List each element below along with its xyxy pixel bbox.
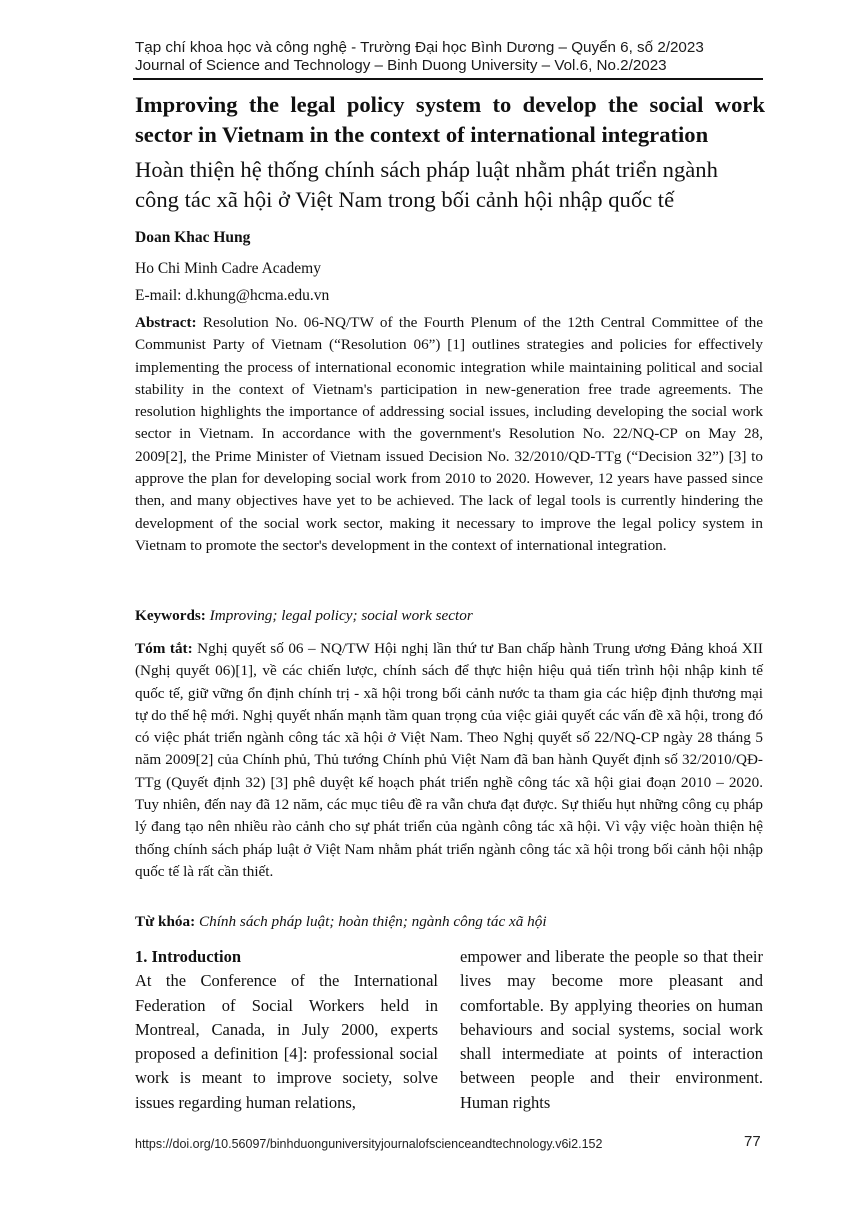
abstract-vi-label: Tóm tắt: <box>135 640 193 657</box>
keywords-vi-label: Từ khóa: <box>135 913 196 930</box>
email-address[interactable]: d.khung@hcma.edu.vn <box>185 287 330 304</box>
journal-header-vi: Tạp chí khoa học và công nghệ - Trường Đại học Bình Dương – Quyển 6, số 2/2023 <box>135 39 704 56</box>
email-label: E-mail: <box>135 287 182 304</box>
author-email-line <box>135 286 329 306</box>
abstract-vi <box>135 638 763 883</box>
abstract-text: Resolution No. 06-NQ/TW of the Fourth Plenum of the 12th Central Committee of the Communist Party of Vietnam (“Resolution 06”) [1] outlines strategies and policies for effectively implementing the process of international economic integration while maintaining political and social stability in the context of Vietnam's participation in new-generation free trade agreements. The resolution highlights the importance of addressing social issues, including developing the social work sector in Vietnam. In accordance with the government's Resolution No. 22/NQ-CP on May 28, 2009[2], the Prime Minister of Vietnam issued Decision No. 32/2010/QD-TTg (“Decision 32”) [3] to approve the plan for developing social work from 2010 to 2020. However, 12 years have passed since then, and many objectives have yet to be achieved. The lack of legal tools is currently hindering the development of the social work sector, making it necessary to improve the legal policy system in Vietnam to promote the sector's development in the context of international integration. <box>135 314 763 554</box>
keywords-vi-text: Chính sách pháp luật; hoàn thiện; ngành công tác xã hội <box>198 913 547 930</box>
article-title-en: Improving the legal policy system to develop the social work sector in Vietnam in the context of international integration <box>135 92 765 147</box>
keywords-label: Keywords: <box>135 607 206 624</box>
journal-header-en: Journal of Science and Technology – Binh Duong University – Vol.6, No.2/2023 <box>135 57 667 74</box>
abstract <box>135 312 763 557</box>
body-column-right <box>460 945 763 1115</box>
page-number: 77 <box>744 1133 761 1150</box>
keywords-vi <box>135 911 763 933</box>
keywords <box>135 605 763 627</box>
keywords-text: Improving; legal policy; social work sector <box>209 607 473 624</box>
author-affiliation: Ho Chi Minh Cadre Academy <box>135 260 321 277</box>
abstract-label: Abstract: <box>135 314 197 331</box>
article-title-vi: Hoàn thiện hệ thống chính sách pháp luật nhằm phát triển ngành công tác xã hội ở Việt Nam trong bối cảnh hội nhập quốc tế <box>135 157 718 212</box>
header-rule <box>133 78 763 80</box>
author-name: Doan Khac Hung <box>135 229 251 246</box>
intro-paragraph-left: At the Conference of the International Federation of Social Workers held in Montreal, Canada, in July 2000, experts proposed a definition [4]: professional social work is meant to improve society, solve issues regarding human relations, <box>135 971 438 1112</box>
section-heading-introduction: 1. Introduction <box>135 947 242 966</box>
abstract-vi-text: Nghị quyết số 06 – NQ/TW Hội nghị lần thứ tư Ban chấp hành Trung ương Đảng khoá XII (Nghị quyết 06)[1], về các chiến lược, chính sách để thực hiện hiệu quả tiến trình hội nhập kinh tế quốc tế, giữ vững ổn định chính trị - xã hội trong bối cảnh nước ta tham gia các hiệp định thương mại tự do thế hệ mới. Nghị quyết nhấn mạnh tầm quan trọng của việc giải quyết các vấn đề xã hội, trong đó có việc phát triển ngành công tác xã hội ở Việt Nam. Theo Nghị quyết số 22/NQ-CP ngày 28 tháng 5 năm 2009[2] của Chính phủ, Thủ tướng Chính phủ Việt Nam đã ban hành Quyết định số 32/2010/QĐ-TTg (Quyết định 32) [3] phê duyệt kế hoạch phát triển nghề công tác xã hội giai đoạn 2010 – 2020. Tuy nhiên, đến nay đã 12 năm, các mục tiêu đề ra vẫn chưa đạt được. Sự thiếu hụt những công cụ pháp lý đang tạo nên nhiều rào cảnh cho sự phát triển của ngành công tác xã hội. Vì vậy việc hoàn thiện hệ thống chính sách pháp luật ở Việt Nam nhằm phát triển ngành công tác xã hội trong bối cảnh hội nhập quốc tế là rất cần thiết. <box>135 640 763 880</box>
doi-link[interactable]: https://doi.org/10.56097/binhduonguniversityjournalofscienceandtechnology.v6i2.152 <box>135 1137 603 1151</box>
body-column-left <box>135 945 438 1115</box>
intro-paragraph-right: empower and liberate the people so that their lives may become more pleasant and comfortable. By applying theories on human behaviours and social systems, social work shall intermediate at points of interaction between people and their environment. Human rights <box>460 947 763 1112</box>
